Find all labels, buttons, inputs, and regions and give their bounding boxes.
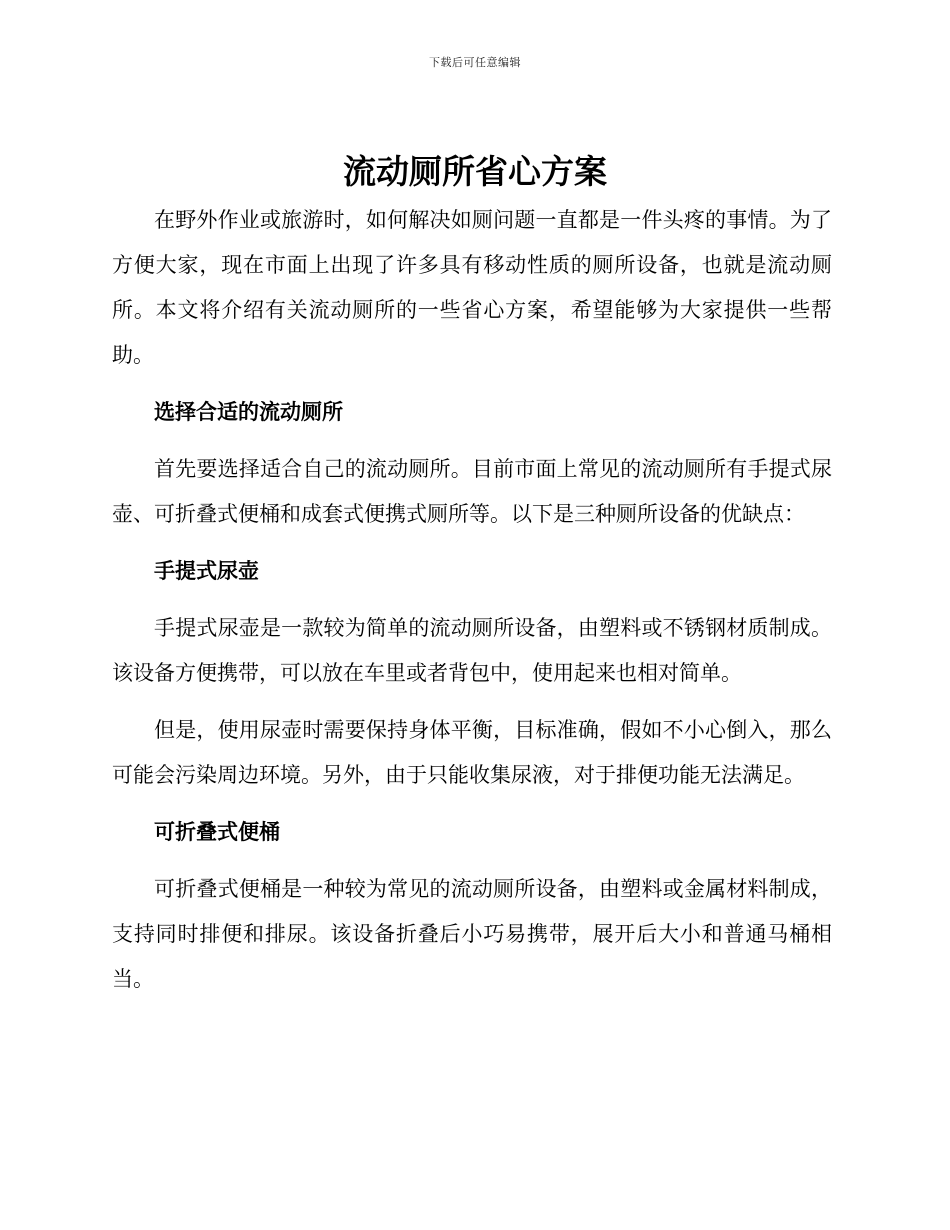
section-heading-choose: 选择合适的流动厕所: [154, 400, 343, 424]
document-title: 流动厕所省心方案: [343, 152, 607, 191]
urinal-paragraph-1: 手提式尿壶是一款较为简单的流动厕所设备，由塑料或不锈钢材质制成。该设备方便携带，可以放在车里或者背包中，使用起来也相对简单。: [112, 616, 832, 685]
intro-paragraph: 在野外作业或旅游时，如何解决如厕问题一直都是一件头疼的事情。为了方便大家，现在市面上出现了许多具有移动性质的厕所设备，也就是流动厕所。本文将介绍有关流动厕所的一些省心方案，希望能够为大家提供一些帮助。: [112, 208, 832, 367]
choose-paragraph: 首先要选择适合自己的流动厕所。目前市面上常见的流动厕所有手提式尿壶、可折叠式便桶和成套式便携式厕所等。以下是三种厕所设备的优缺点：: [112, 457, 832, 526]
section-heading-portable-urinal: 手提式尿壶: [154, 559, 259, 583]
folding-paragraph: 可折叠式便桶是一种较为常见的流动厕所设备，由塑料或金属材料制成，支持同时排便和排尿。该设备折叠后小巧易携带，展开后大小和普通马桶相当。: [112, 877, 832, 991]
section-heading-folding-toilet: 可折叠式便桶: [154, 820, 280, 844]
urinal-paragraph-2: 但是，使用尿壶时需要保持身体平衡，目标准确，假如不小心倒入，那么可能会污染周边环境。另外，由于只能收集尿液，对于排便功能无法满足。: [112, 718, 832, 787]
document-body: [112, 198, 832, 1014]
header-note: 下载后可任意编辑: [429, 56, 521, 69]
